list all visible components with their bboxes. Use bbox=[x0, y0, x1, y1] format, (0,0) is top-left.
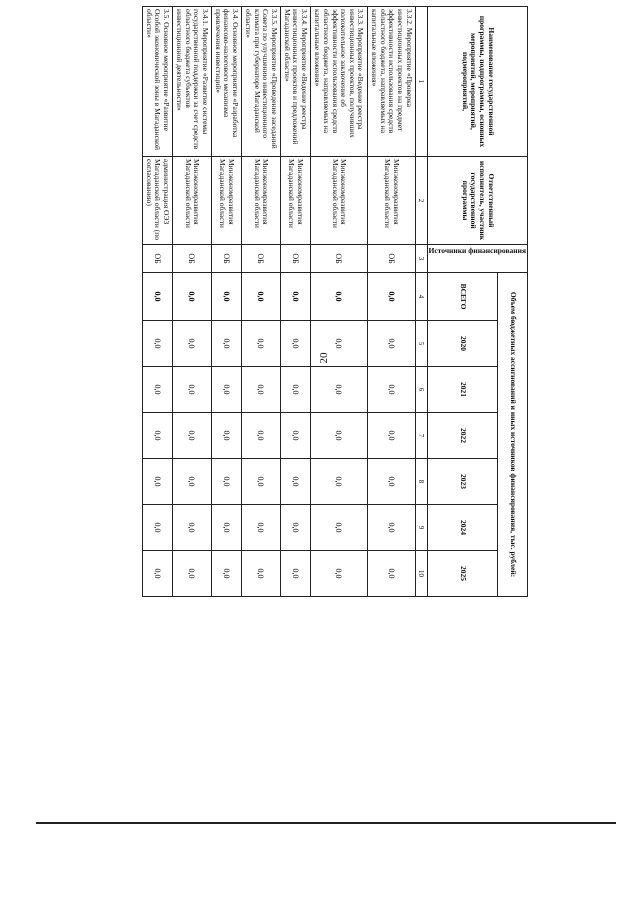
row-value: 0,0 bbox=[172, 321, 211, 367]
row-value: 0,0 bbox=[172, 367, 211, 413]
row-value: 0,0 bbox=[172, 551, 211, 597]
page-number: 20 bbox=[318, 352, 330, 364]
row-total: 0,0 bbox=[367, 273, 415, 321]
row-name: 3.3.3. Мероприятие «Ведение реестра инвестиционных проектов, получивших положительное заключение об эффективности использования средств областного бюджета, направляемых на капитальные вложения» bbox=[310, 7, 367, 157]
row-value: 0,0 bbox=[310, 367, 367, 413]
header-source-text: Источники финансирования bbox=[428, 246, 526, 255]
header-year: 2024 bbox=[427, 505, 498, 551]
row-value: 0,0 bbox=[280, 459, 310, 505]
row-total: 0,0 bbox=[310, 273, 367, 321]
row-name: 3.3.5. Мероприятие «Проведение заседаний Совета по улучшению инвестиционного климата при губернаторе Магаданской области» bbox=[241, 7, 280, 157]
row-source: ОБ bbox=[142, 245, 172, 273]
table-row bbox=[172, 7, 211, 597]
row-name: 3.3.2. Мероприятие «Проверка инвестиционных проектов на предмет эффективности использования средств областного бюджета, направляемых на капитальные вложения» bbox=[367, 7, 415, 157]
row-source: ОБ bbox=[280, 245, 310, 273]
table-row bbox=[280, 7, 310, 597]
row-executor: Минэкономразвития Магаданской области bbox=[367, 157, 415, 245]
row-total: 0,0 bbox=[211, 273, 241, 321]
row-value: 0,0 bbox=[310, 413, 367, 459]
row-value: 0,0 bbox=[241, 505, 280, 551]
header-year: ВСЕГО bbox=[427, 273, 498, 321]
header-year: 2022 bbox=[427, 413, 498, 459]
row-total: 0,0 bbox=[142, 273, 172, 321]
row-executor: администрация ОЭЗ Магаданской области (по согласованию) bbox=[142, 157, 172, 245]
row-value: 0,0 bbox=[310, 459, 367, 505]
row-executor: Минэкономразвития Магаданской области bbox=[172, 157, 211, 245]
row-total: 0,0 bbox=[280, 273, 310, 321]
row-value: 0,0 bbox=[211, 413, 241, 459]
column-number: 3 bbox=[415, 245, 427, 273]
row-value: 0,0 bbox=[142, 367, 172, 413]
row-executor: Минэкономразвития Магаданской области bbox=[280, 157, 310, 245]
row-value: 0,0 bbox=[280, 367, 310, 413]
row-value: 0,0 bbox=[367, 321, 415, 367]
column-number: 10 bbox=[415, 551, 427, 597]
row-value: 0,0 bbox=[280, 505, 310, 551]
row-value: 0,0 bbox=[280, 321, 310, 367]
column-number: 9 bbox=[415, 505, 427, 551]
row-value: 0,0 bbox=[172, 505, 211, 551]
row-source: ОБ bbox=[367, 245, 415, 273]
column-number: 5 bbox=[415, 321, 427, 367]
row-value: 0,0 bbox=[241, 367, 280, 413]
column-number: 2 bbox=[415, 157, 427, 245]
row-total: 0,0 bbox=[172, 273, 211, 321]
budget-table bbox=[142, 6, 528, 597]
header-year: 2023 bbox=[427, 459, 498, 505]
rotated-table-wrapper bbox=[144, 6, 528, 596]
row-value: 0,0 bbox=[142, 551, 172, 597]
column-number: 8 bbox=[415, 459, 427, 505]
row-value: 0,0 bbox=[310, 321, 367, 367]
header-name: Наименование государственной программы, подпрограммы, основных мероприятий, мероприятий, подмероприятий, bbox=[427, 7, 527, 157]
row-executor: Минэкономразвития Магаданской области bbox=[310, 157, 367, 245]
row-value: 0,0 bbox=[142, 505, 172, 551]
table-row bbox=[211, 7, 241, 597]
row-name: 3.4.1. Мероприятие «Развитие системы государственной поддержки за счет средств областного бюджета субъектов инвестиционной деятельности» bbox=[172, 7, 211, 157]
table-row bbox=[367, 7, 415, 597]
row-executor: Минэкономразвития Магаданской области bbox=[241, 157, 280, 245]
row-value: 0,0 bbox=[280, 551, 310, 597]
row-executor: Минэкономразвития Магаданской области bbox=[211, 157, 241, 245]
row-source: ОБ bbox=[172, 245, 211, 273]
column-number: 7 bbox=[415, 413, 427, 459]
row-value: 0,0 bbox=[310, 551, 367, 597]
column-number: 6 bbox=[415, 367, 427, 413]
row-value: 0,0 bbox=[211, 321, 241, 367]
row-value: 0,0 bbox=[367, 505, 415, 551]
column-number: 4 bbox=[415, 273, 427, 321]
row-value: 0,0 bbox=[211, 505, 241, 551]
row-name: 3.4. Основное мероприятие «Разработка финансово-налогового механизма привлечения инвестиций» bbox=[211, 7, 241, 157]
row-value: 0,0 bbox=[142, 459, 172, 505]
row-total: 0,0 bbox=[241, 273, 280, 321]
row-value: 0,0 bbox=[211, 367, 241, 413]
row-value: 0,0 bbox=[241, 459, 280, 505]
row-source: ОБ bbox=[241, 245, 280, 273]
header-source bbox=[427, 245, 527, 273]
row-value: 0,0 bbox=[367, 413, 415, 459]
column-number: 1 bbox=[415, 7, 427, 157]
row-value: 0,0 bbox=[280, 413, 310, 459]
table-row bbox=[310, 7, 367, 597]
table-row bbox=[241, 7, 280, 597]
header-year: 2025 bbox=[427, 551, 498, 597]
row-value: 0,0 bbox=[172, 459, 211, 505]
row-source: ОБ bbox=[211, 245, 241, 273]
header-group: Объем бюджетных ассигнований и иных источников финансирования, тыс. рублей: bbox=[498, 273, 528, 597]
row-name: 3.5. Основное мероприятие «Развитие Особой экономической зоны в Магаданской области» bbox=[142, 7, 172, 157]
row-value: 0,0 bbox=[241, 551, 280, 597]
header-year: 2021 bbox=[427, 367, 498, 413]
row-value: 0,0 bbox=[142, 413, 172, 459]
row-value: 0,0 bbox=[367, 367, 415, 413]
row-value: 0,0 bbox=[241, 413, 280, 459]
table-row bbox=[142, 7, 172, 597]
row-value: 0,0 bbox=[241, 321, 280, 367]
row-name: 3.3.4. Мероприятие «Ведение реестра инвестиционных проектов и предложений Магаданской области» bbox=[280, 7, 310, 157]
row-value: 0,0 bbox=[211, 551, 241, 597]
row-value: 0,0 bbox=[367, 459, 415, 505]
row-value: 0,0 bbox=[142, 321, 172, 367]
row-value: 0,0 bbox=[211, 459, 241, 505]
row-source: ОБ bbox=[310, 245, 367, 273]
header-executor: Ответственный исполнитель, участник государственной программы bbox=[427, 157, 527, 245]
row-value: 0,0 bbox=[367, 551, 415, 597]
row-value: 0,0 bbox=[310, 505, 367, 551]
row-value: 0,0 bbox=[172, 413, 211, 459]
scan-line bbox=[36, 822, 616, 824]
header-year: 2020 bbox=[427, 321, 498, 367]
